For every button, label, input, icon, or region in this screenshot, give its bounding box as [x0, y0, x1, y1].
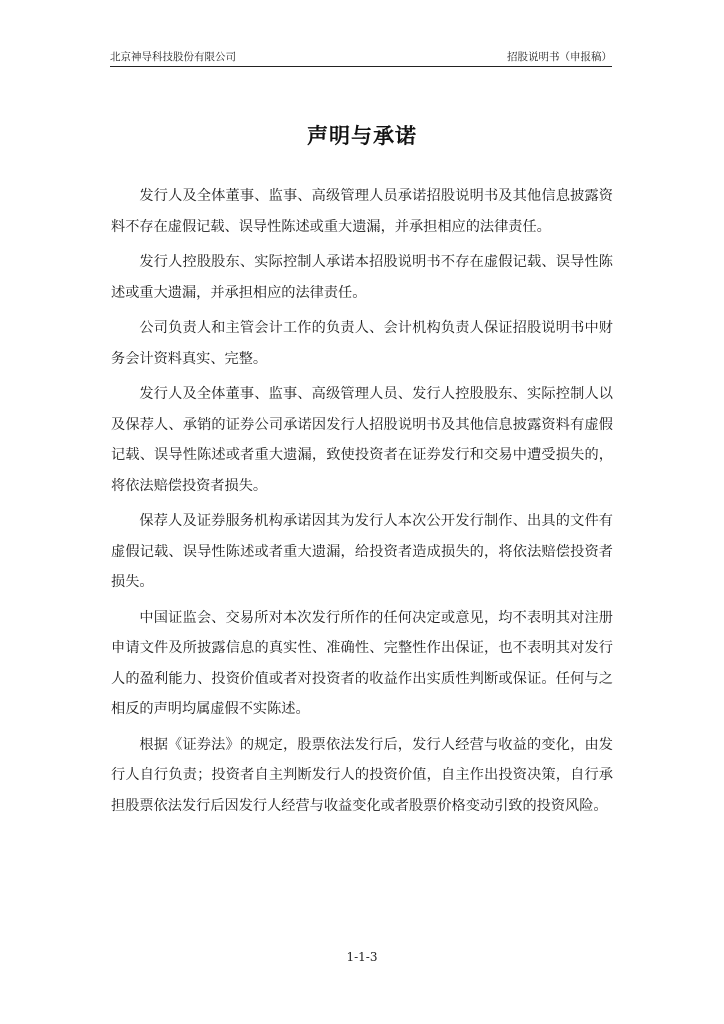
page-title: 声明与承诺	[307, 123, 417, 148]
paragraph-investment-risk: 根据《证券法》的规定，股票依法发行后，发行人经营与收益的变化，由发行人自行负责；投资者自主判断发行人的投资价值，自主作出投资决策，自行承担股票依法发行后因发行人经营与收益变化或者股票价格变动引致的投资风险。	[111, 736, 613, 814]
paragraph-issuer-commitment: 发行人及全体董事、监事、高级管理人员承诺招股说明书及其他信息披露资料不存在虚假记载、误导性陈述或重大遗漏，并承担相应的法律责任。	[111, 188, 613, 235]
page-number: 1-1-3	[346, 950, 378, 964]
paragraph-compensation-commitment: 发行人及全体董事、监事、高级管理人员、发行人控股股东、实际控制人以及保荐人、承销的证券公司承诺因发行人招股说明书及其他信息披露资料有虚假记载、误导性陈述或者重大遗漏，致使投资者在证券发行和交易中遭受损失的，将依法赔偿投资者损失。	[111, 386, 613, 494]
paragraph-accounting-guarantee: 公司负责人和主管会计工作的负责人、会计机构负责人保证招股说明书中财务会计资料真实、完整。	[111, 320, 613, 367]
header-company-name: 北京神导科技股份有限公司	[110, 51, 236, 63]
paragraph-controller-commitment: 发行人控股股东、实际控制人承诺本招股说明书不存在虚假记载、误导性陈述或重大遗漏，并承担相应的法律责任。	[111, 254, 613, 301]
paragraph-regulator-disclaimer: 中国证监会、交易所对本次发行所作的任何决定或意见，均不表明其对注册申请文件及所披露信息的真实性、准确性、完整性作出保证，也不表明其对发行人的盈利能力、投资价值或者对投资者的收益作出实质性判断或保证。任何与之相反的声明均属虚假不实陈述。	[111, 609, 613, 717]
document-body	[111, 181, 613, 826]
header-document-type: 招股说明书（申报稿）	[507, 51, 612, 63]
page-header	[110, 48, 612, 67]
paragraph-sponsor-commitment: 保荐人及证券服务机构承诺因其为发行人本次公开发行制作、出具的文件有虚假记载、误导性陈述或者重大遗漏，给投资者造成损失的，将依法赔偿投资者损失。	[111, 513, 613, 590]
